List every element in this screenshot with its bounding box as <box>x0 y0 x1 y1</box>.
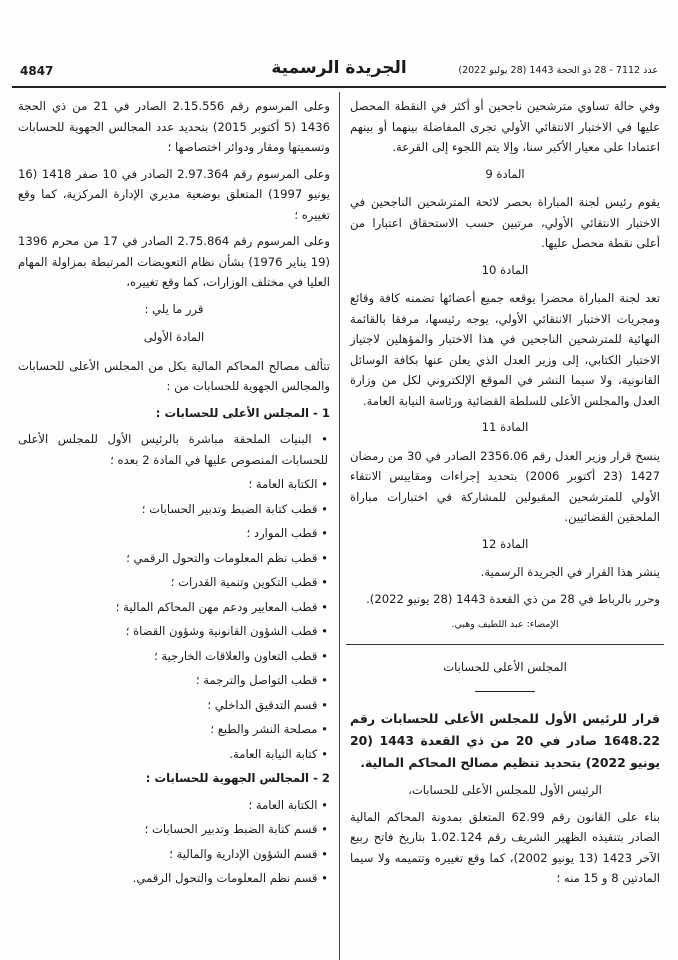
list-item: • الكتابة العامة ؛ <box>18 795 330 816</box>
list-item: • كتابة النيابة العامة. <box>18 744 330 765</box>
list-item: • الكتابة العامة ؛ <box>18 474 330 495</box>
list-item: • قسم نظم المعلومات والتحول الرقمي. <box>18 868 330 889</box>
header-rule <box>12 86 666 88</box>
section-2-heading: 2 - المجالس الجهوية للحسابات : <box>145 771 330 785</box>
section-1-list <box>18 429 330 764</box>
section-2-list <box>18 795 330 889</box>
list-item: • مصلحة النشر والطبع ؛ <box>18 719 330 740</box>
list-item: • قطب التواصل والترجمة ؛ <box>18 670 330 691</box>
article-11-title: المادة 11 <box>481 420 529 434</box>
article-9-title: المادة 9 <box>485 166 525 181</box>
page-header <box>12 58 666 86</box>
section-heading: المجلس الأعلى للحسابات <box>443 659 567 674</box>
article-1-text: تتألف مصالح المحاكم المالية بكل من المجلس الأعلى للحسابات والمجالس الجهوية للحسابات من : <box>18 358 330 393</box>
section-1-heading: 1 - المجلس الأعلى للحسابات : <box>155 405 330 420</box>
right-column <box>350 96 660 895</box>
list-item: • قسم كتابة الضبط وتدبير الحسابات ؛ <box>18 819 330 840</box>
article-12-text: ينشر هذا القرار في الجريدة الرسمية. <box>480 565 660 579</box>
decides: قرر ما يلي : <box>144 301 204 316</box>
list-item: • قطب نظم المعلومات والتحول الرقمي ؛ <box>18 548 330 569</box>
list-item: • قطب التكوين وتنمية القدرات ؛ <box>18 572 330 593</box>
issuer: الرئيس الأول للمجلس الأعلى للحسابات، <box>408 783 602 797</box>
list-item: • قطب الموارد ؛ <box>18 523 330 544</box>
list-item: • قطب كتابة الضبط وتدبير الحسابات ؛ <box>18 499 330 520</box>
article-12-title: المادة 12 <box>481 536 529 551</box>
issue-info: عدد 7112 - 28 ذو الحجة 1443 (28 يوليو 2022) <box>458 65 658 76</box>
article-1-title: المادة الأولى <box>143 330 205 344</box>
list-item: • البنيات الملحقة مباشرة بالرئيس الأول للمجلس الأعلى للحسابات المنصوص عليها في المادة 2 بعده ؛ <box>18 429 330 470</box>
left-column <box>18 96 330 893</box>
short-rule <box>475 691 535 692</box>
list-item: • قسم الشؤون الإدارية والمالية ؛ <box>18 844 330 865</box>
list-item: • قطب التعاون والعلاقات الخارجية ؛ <box>18 646 330 667</box>
based-on-law: بناء على القانون رقم 62.99 المتعلق بمدونة المحاكم المالية الصادر بتنفيذه الظهير الشريف رقم 1.02.124 بتاريخ فاتح ربيع الآخر 1423 (13 يونيو 2002)، كما وقع تغييره وتتميمه ولا سيما المادتين 8 و 15 منه ؛ <box>350 809 661 885</box>
journal-title: الجريدة الرسمية <box>271 58 407 78</box>
article-11-text: ينسخ قرار وزير العدل رقم 2356.06 الصادر في 30 من رمضان 1427 (23 أكتوبر 2006) بتحديد إجراءات ومقاييس الانتقاء الأولي للمترشحين المقبولين للمشاركة في اختبارات مباراة الملحقين القضائيين. <box>350 448 660 524</box>
page-number: 4847 <box>20 64 54 78</box>
list-item: • قطب الشؤون القانونية وشؤون القضاة ؛ <box>18 621 330 642</box>
list-item: • قطب المعايير ودعم مهن المحاكم المالية ؛ <box>18 597 330 618</box>
column-divider <box>339 92 340 960</box>
section-separator <box>346 644 664 645</box>
article-9-text: يقوم رئيس لجنة المباراة بحصر لائحة المترشحين الناجحين في الاختبار الانتقائي الأولي، مرتبين حسب الاستحقاق اعتبارا من أعلى نقطة محصل عليها. <box>350 195 660 250</box>
article-10-title: المادة 10 <box>481 262 529 277</box>
decree-3: وعلى المرسوم رقم 2.75.864 الصادر في 17 من محرم 1396 (19 يناير 1976) بشأن نظام التعويضات المرتبطة بمزاولة المهام العليا في مختلف الوزارات، كما وقع تغييره، <box>18 234 330 289</box>
article-10-text: تعد لجنة المباراة محضرا يوقعه جميع أعضائها تضمنه كافة وقائع ومجريات الاختبار الانتقائي الأولي، يوجه رئيسها، مرفقا بالقائمة النهائية للمترشحين الناجحين في هذا الاختبار والمؤهلين لاجتياز الاختبار الكتابي، إلى وزير العدل الذي يعلن عنها بكافة الوسائل القانونية، ولا سيما النشر في الموقع الإلكتروني لكل من وزارة العدل والمجلس الأعلى للسلطة القضائية ورئاسة النيابة العامة. <box>350 291 660 408</box>
list-item: • قسم التدقيق الداخلي ؛ <box>18 695 330 716</box>
decree-2: وعلى المرسوم رقم 2.97.364 الصادر في 10 صفر 1418 (16 يونيو 1997) المتعلق بوضعية مديري الإدارة المركزية، كما وقع تغييره ؛ <box>18 166 330 222</box>
decree-1: وعلى المرسوم رقم 2.15.556 الصادر في 21 من ذي الحجة 1436 (5 أكتوبر 2015) بتحديد عدد المجالس الجهوية للحسابات وتسميتها ومقار ودوائر اختصاصها ؛ <box>18 99 330 154</box>
signature: الإمضاء: عبد اللطيف وهبي. <box>451 619 559 630</box>
decision-title: قرار للرئيس الأول للمجلس الأعلى للحسابات رقم 1648.22 صادر في 20 من ذي القعدة 1443 (20 يونيو 2022) بتحديد تنظيم مصالح المحاكم المالية. <box>350 711 660 770</box>
done-at: وحرر بالرباط في 28 من ذي القعدة 1443 (28 يونيو 2022). <box>366 591 660 606</box>
tie-paragraph: وفي حالة تساوي مترشحين ناجحين أو أكثر في النقطة المحصل عليها في الاختبار الانتقائي الأولي تجرى المفاضلة بينهما أو بينهم اعتمادا على معيار الأكبر سنا، وإلا يتم اللجوء إلى القرعة. <box>350 99 660 154</box>
